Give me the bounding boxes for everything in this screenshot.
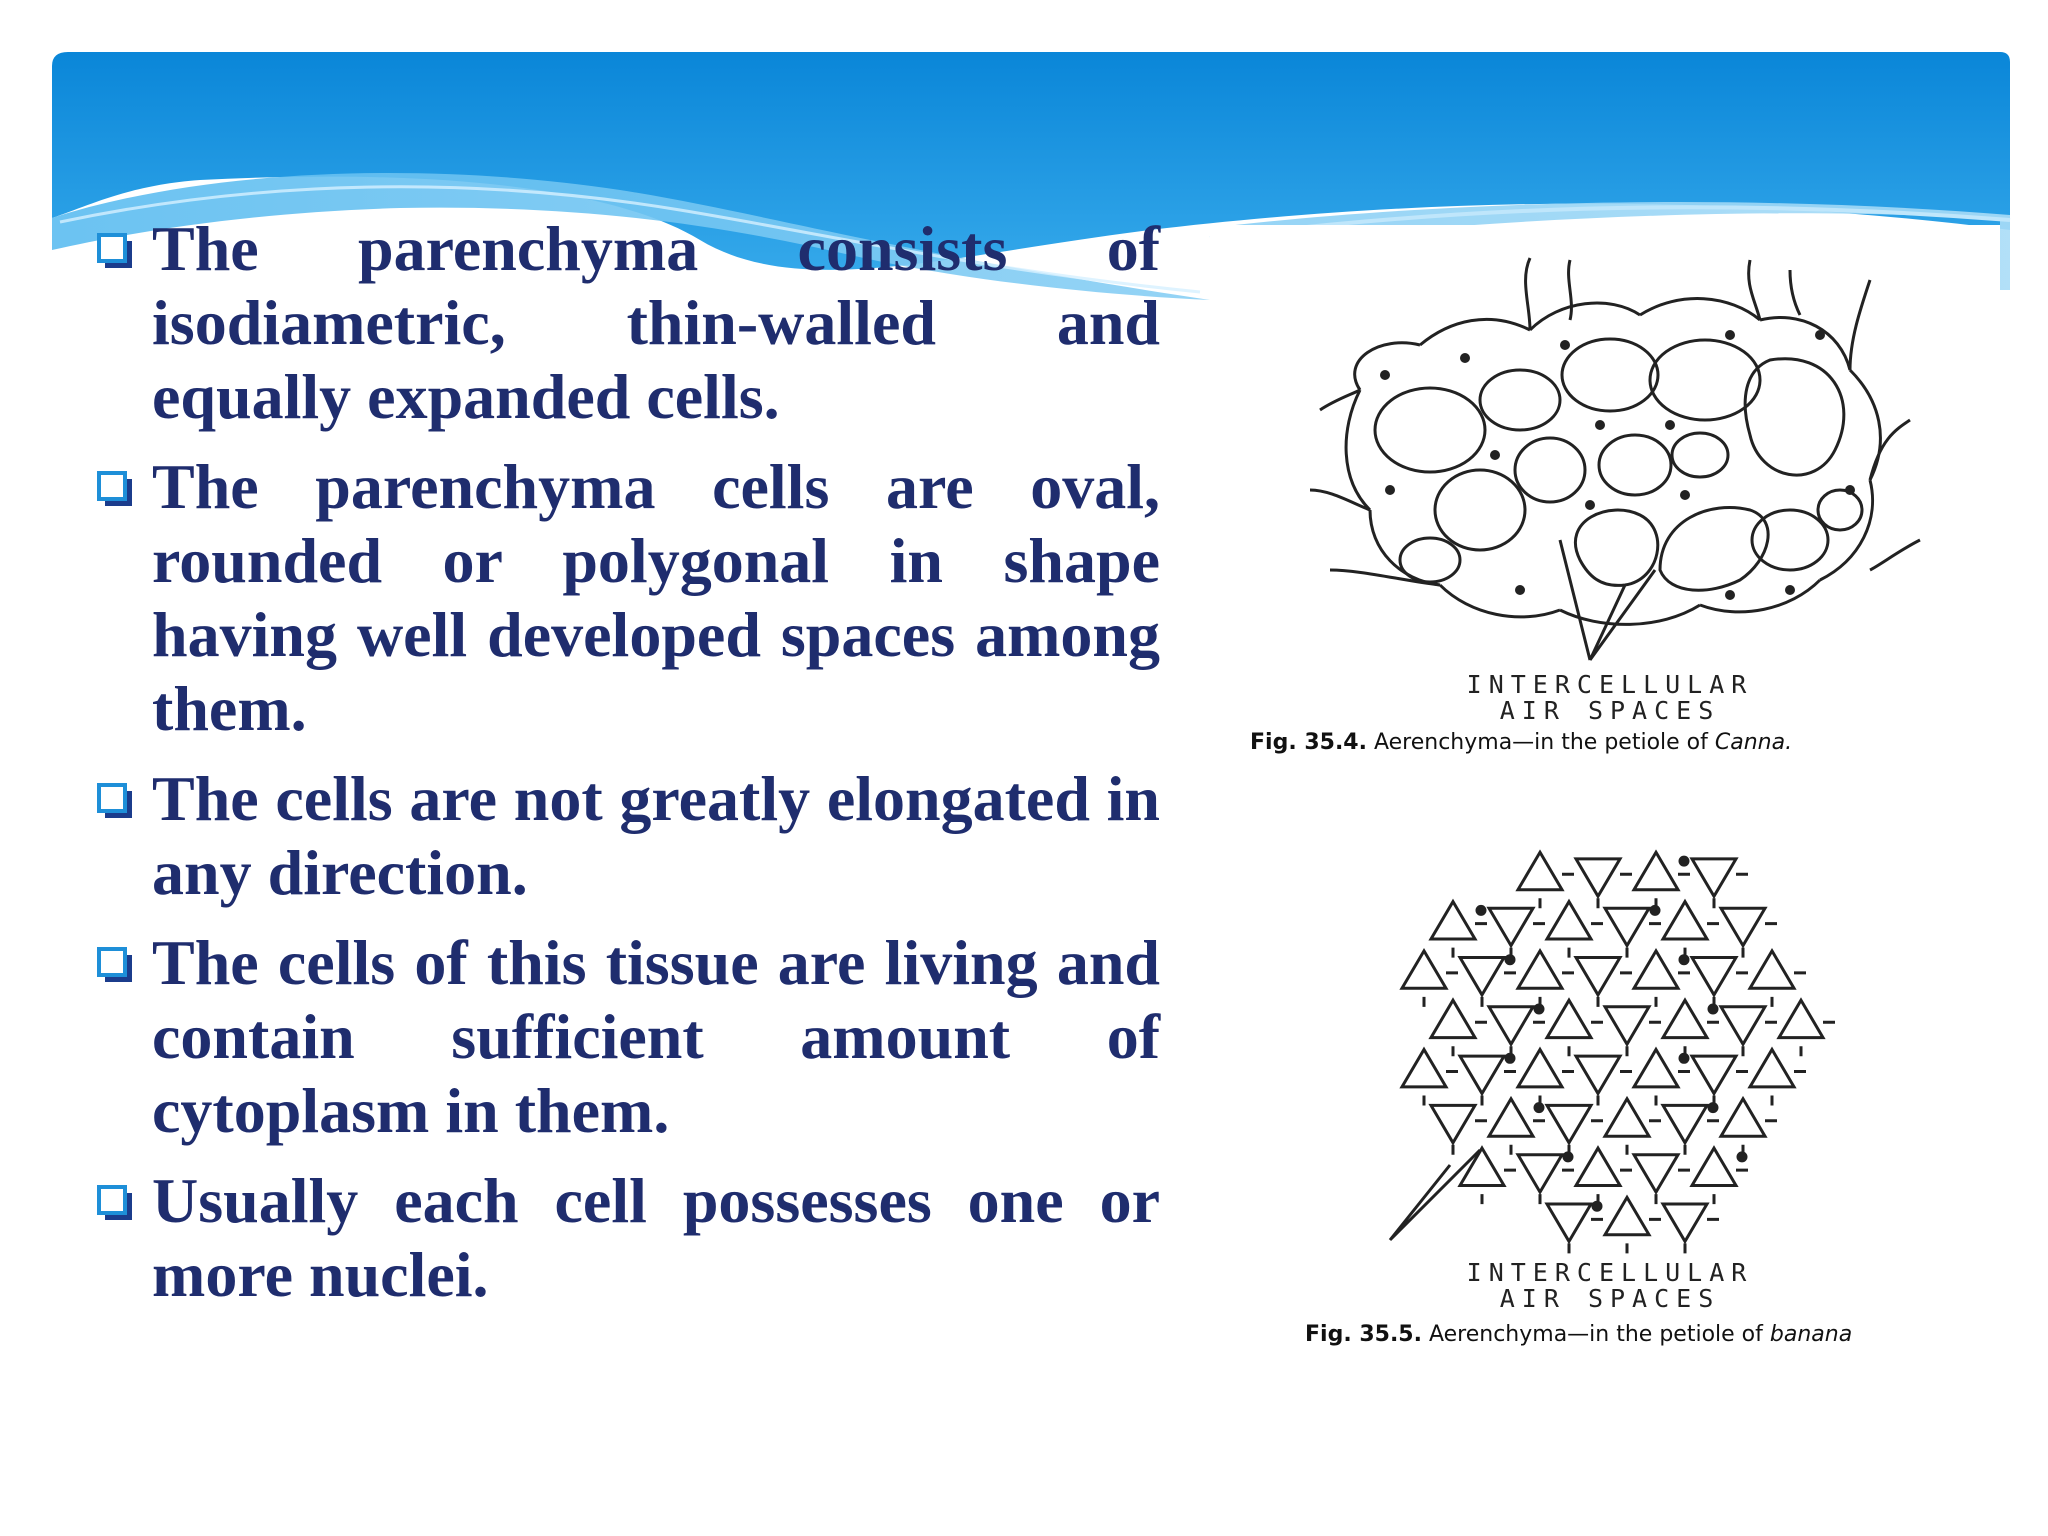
nucleus-dot: [1535, 1104, 1543, 1112]
air-space-cell: [1460, 958, 1504, 995]
air-space-cell: [1576, 958, 1620, 995]
air-space-cell: [1460, 1148, 1504, 1185]
air-space-cell: [1721, 1099, 1765, 1136]
air-space-cell: [1518, 1155, 1562, 1192]
bullet-item: [96, 926, 1160, 1148]
nucleus-dot: [1564, 1153, 1572, 1161]
bullet-text: The cells of this tissue are living and contain sufficient amount of cytoplasm in them.: [152, 927, 1160, 1146]
nucleus-dot: [1680, 857, 1688, 865]
bullet-text: The parenchyma cells are oval, rounded or polygonal in shape having well developed spaces among them.: [152, 451, 1160, 744]
bullet-text: The cells are not greatly elongated in any direction.: [152, 763, 1160, 908]
nucleus-dot: [1709, 1104, 1717, 1112]
figure-banana: [1240, 810, 2000, 1370]
figure-caption: Fig. 35.4. Aerenchyma—in the petiole of Canna.: [1250, 730, 1793, 755]
air-space-cell: [1634, 1155, 1678, 1192]
cell-wall-strand: [1598, 874, 1632, 908]
nucleus-dot: [1738, 1153, 1746, 1161]
bullet-item: [96, 212, 1160, 434]
air-space-cell: [1547, 1000, 1591, 1037]
nucleus-dot: [1680, 1054, 1688, 1062]
bullet-item: [96, 762, 1160, 910]
bullet-text: Usually each cell possesses one or more nuclei.: [152, 1165, 1160, 1310]
air-space-cell: [1489, 908, 1533, 945]
air-space-cell: [1518, 951, 1562, 988]
air-space-cell: [1721, 908, 1765, 945]
air-space-cell: [1431, 1105, 1475, 1142]
figure-label: INTERCELLULAR AIR SPACES: [1466, 1258, 1754, 1313]
checkbox-bullet-icon: [96, 470, 134, 508]
air-space-cell: [1518, 1050, 1562, 1087]
bullet-text: The parenchyma consists of isodiametric, thin-walled and equally expanded cells.: [152, 213, 1160, 432]
air-space-cell: [1547, 1105, 1591, 1142]
air-space-cell: [1692, 1148, 1736, 1185]
air-space-cell: [1663, 902, 1707, 939]
air-space-cell: [1576, 1056, 1620, 1093]
checkbox-bullet-icon: [96, 782, 134, 820]
air-space-cell: [1663, 1204, 1707, 1241]
cell-wall-strand: [1598, 973, 1632, 1007]
checkbox-bullet-icon: [96, 232, 134, 270]
nucleus-dot: [1477, 906, 1485, 914]
air-space-cell: [1489, 1007, 1533, 1044]
cell-wall-strand: [1540, 1170, 1574, 1204]
air-space-cell: [1547, 902, 1591, 939]
air-space-cell: [1431, 902, 1475, 939]
air-space-cell: [1402, 951, 1446, 988]
air-space-cell: [1605, 908, 1649, 945]
bullet-item: [96, 450, 1160, 746]
nucleus-dot: [1651, 906, 1659, 914]
nucleus-dot: [1593, 1202, 1601, 1210]
air-space-cell: [1721, 1007, 1765, 1044]
figure-canna: [1230, 240, 1990, 770]
nucleus-dot: [1680, 956, 1688, 964]
cell-wall-strand: [1656, 1170, 1690, 1204]
figure-caption: Fig. 35.5. Aerenchyma—in the petiole of banana: [1305, 1322, 1853, 1347]
air-space-cell: [1576, 1148, 1620, 1185]
figure-label: INTERCELLULAR AIR SPACES: [1466, 670, 1754, 725]
air-space-cell: [1692, 859, 1736, 896]
cell-wall-strand: [1714, 874, 1748, 908]
air-space-cell: [1605, 1007, 1649, 1044]
cell-wall-strand: [1569, 1219, 1603, 1253]
air-space-cell: [1402, 1050, 1446, 1087]
nucleus-dot: [1535, 1005, 1543, 1013]
air-space-cell: [1634, 852, 1678, 889]
air-space-cell: [1518, 852, 1562, 889]
air-space-cell: [1750, 951, 1794, 988]
air-space-cell: [1547, 1204, 1591, 1241]
bullet-item: [96, 1164, 1160, 1312]
air-space-cell: [1663, 1000, 1707, 1037]
nucleus-dot: [1506, 1054, 1514, 1062]
checkbox-bullet-icon: [96, 1184, 134, 1222]
checkbox-bullet-icon: [96, 946, 134, 984]
air-space-cell: [1750, 1050, 1794, 1087]
air-space-cell: [1634, 1050, 1678, 1087]
canna-aerenchyma-drawing: [1230, 240, 1990, 680]
bullet-list: [96, 212, 1160, 1328]
air-space-cell: [1605, 1099, 1649, 1136]
air-space-cell: [1634, 951, 1678, 988]
cell-wall-strand: [1482, 973, 1516, 1007]
air-space-cell: [1779, 1000, 1823, 1037]
air-space-cell: [1663, 1105, 1707, 1142]
nucleus-dot: [1506, 956, 1514, 964]
air-space-cell: [1605, 1197, 1649, 1234]
air-space-cell: [1489, 1099, 1533, 1136]
nucleus-dot: [1709, 1005, 1717, 1013]
air-space-cell: [1576, 859, 1620, 896]
air-space-cell: [1460, 1056, 1504, 1093]
banana-aerenchyma-drawing: [1240, 810, 2000, 1280]
air-space-cell: [1692, 958, 1736, 995]
cell-wall-strand: [1685, 1219, 1719, 1253]
air-space-cell: [1431, 1000, 1475, 1037]
cell-wall-strand: [1714, 973, 1748, 1007]
air-space-cell: [1692, 1056, 1736, 1093]
